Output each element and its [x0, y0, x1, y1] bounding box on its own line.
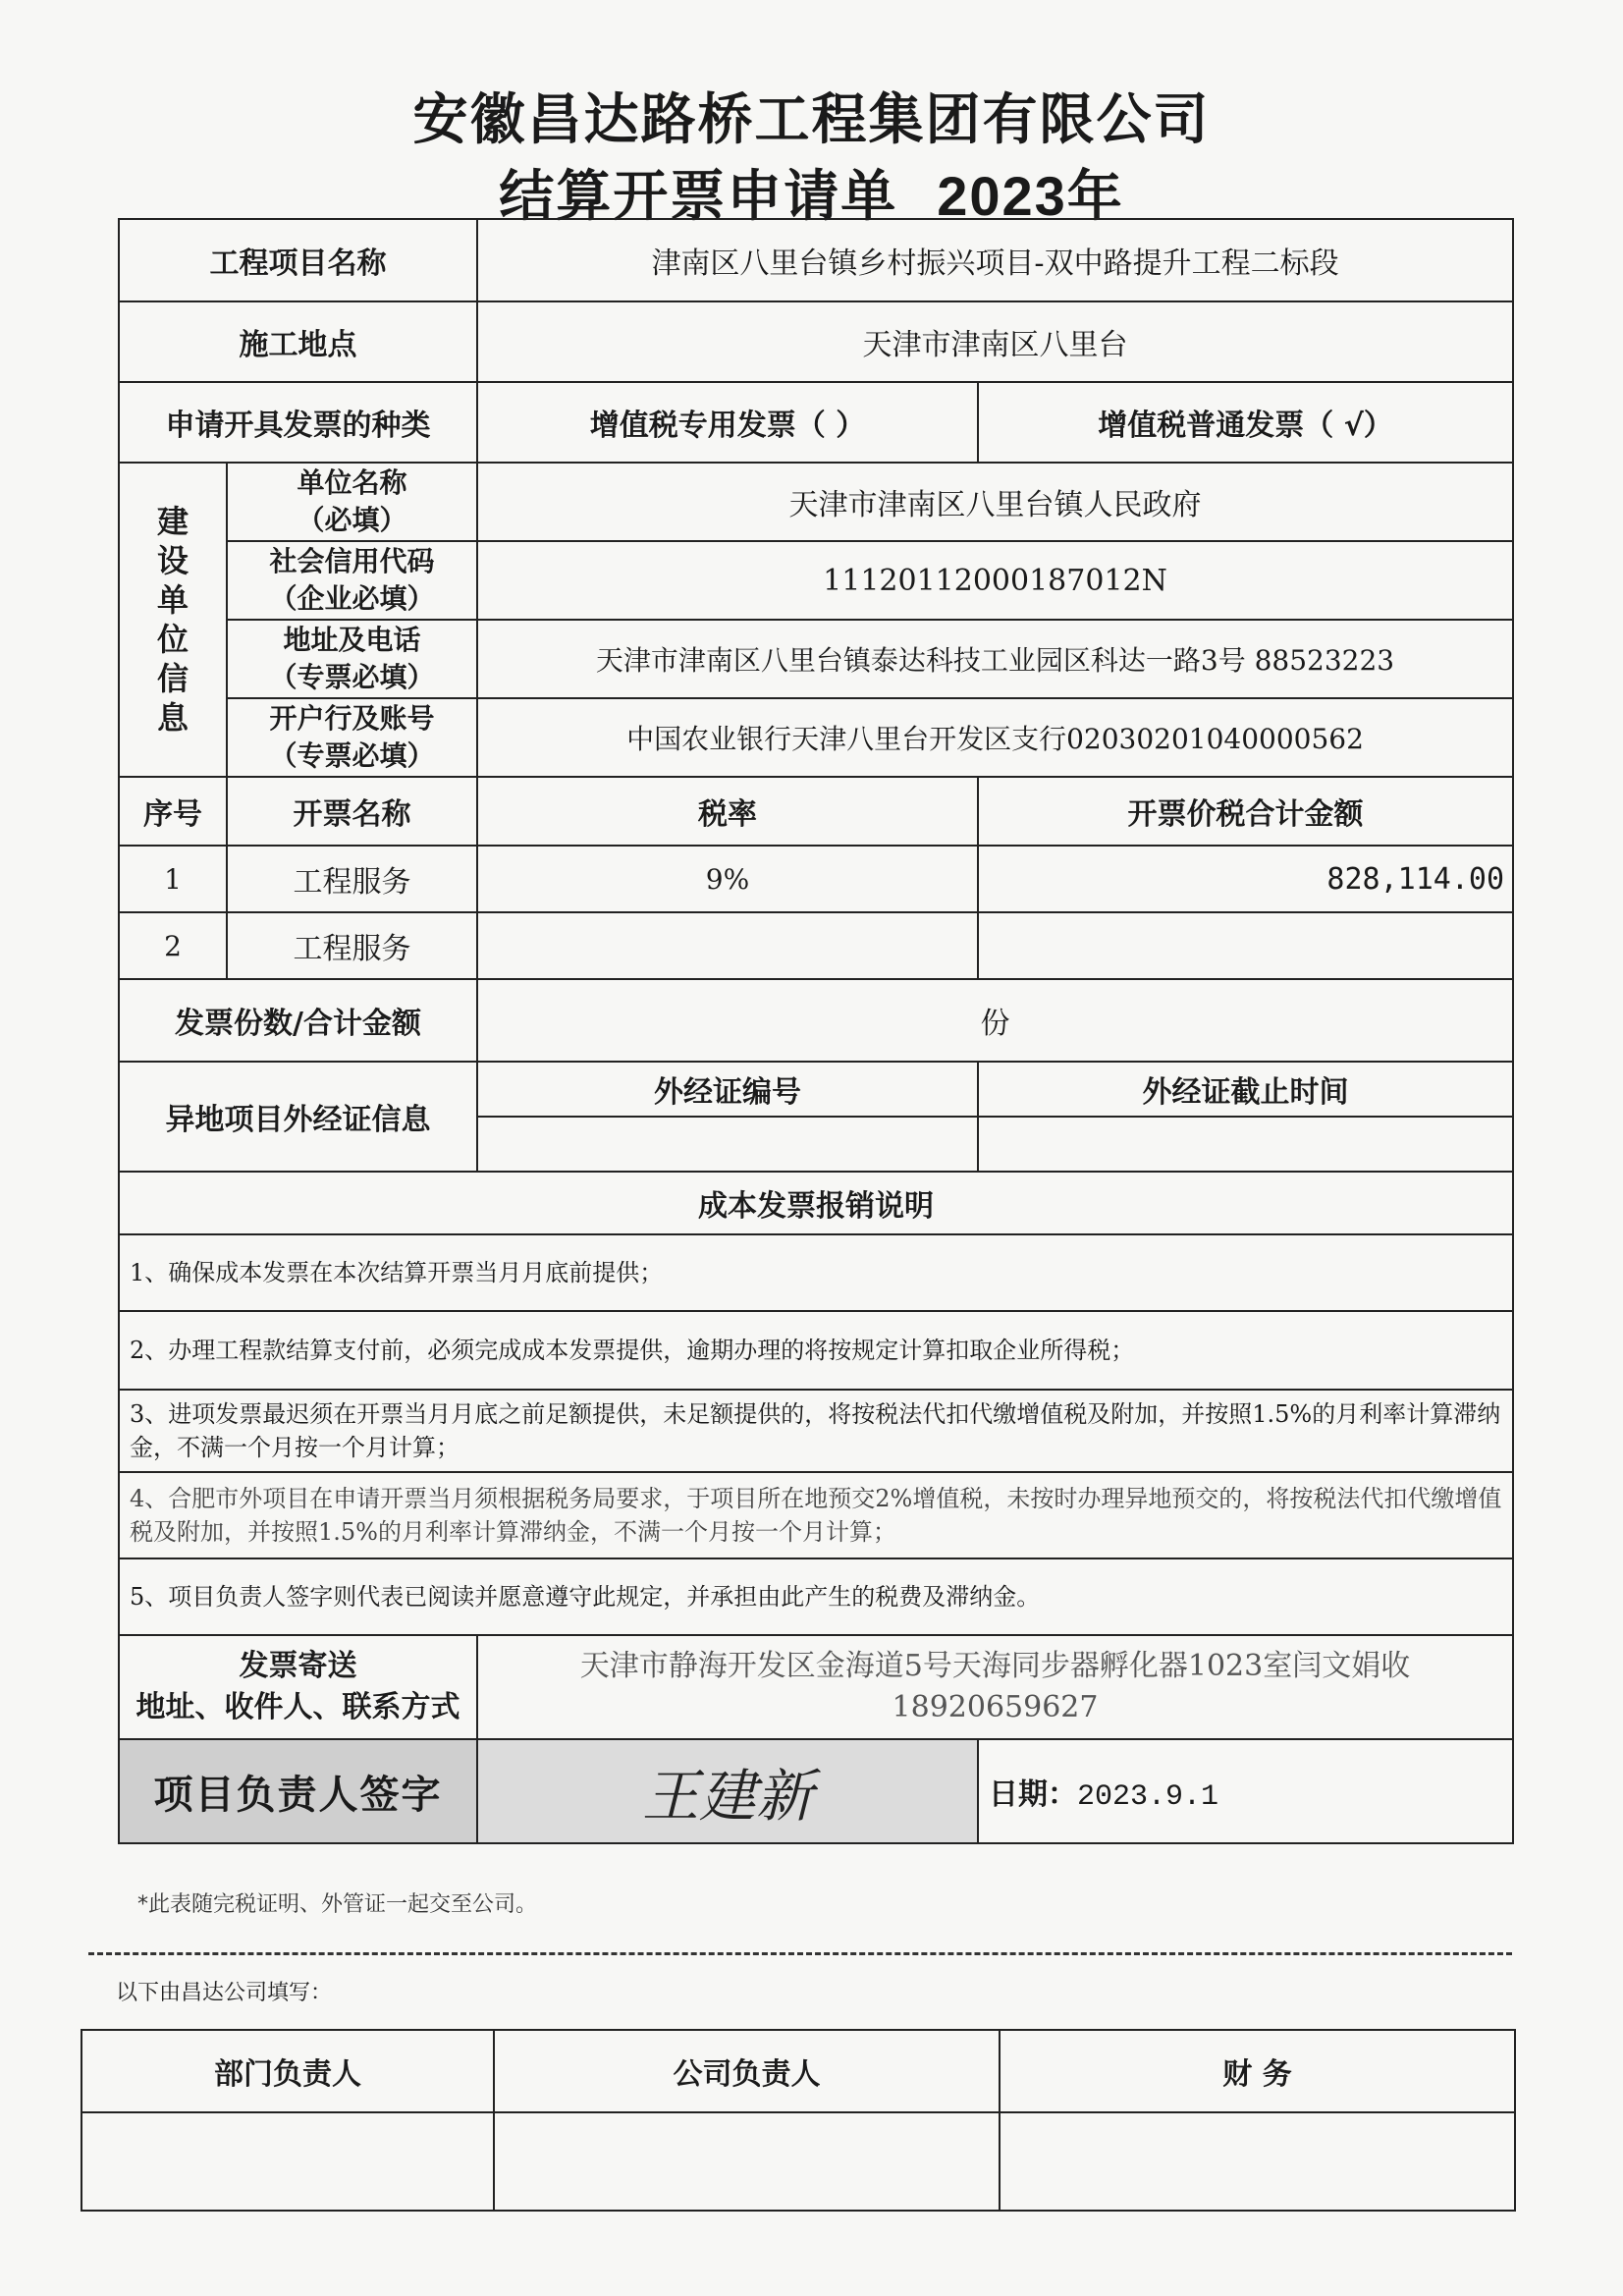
table-row: [119, 912, 1513, 979]
note-item: 2、办理工程款结算支付前，必须完成成本发票提供，逾期办理的将按规定计算扣取企业所得税；: [119, 1311, 1513, 1390]
col-header-rate: 税率: [477, 777, 978, 846]
row-label: 开户行及账号: [269, 702, 435, 735]
outside-no-header: 外经证编号: [477, 1062, 978, 1117]
item-name: 工程服务: [227, 846, 477, 912]
outside-no-value: [477, 1117, 978, 1172]
project-name-value: 津南区八里台镇乡村振兴项目-双中路提升工程二标段: [477, 219, 1513, 301]
item-no: 1: [119, 846, 227, 912]
col-header-no: 序号: [119, 777, 227, 846]
company-head-sign: [494, 2112, 1000, 2211]
cut-line: [88, 1952, 1512, 1955]
invoice-type-special: 增值税专用发票（ ）: [477, 382, 978, 463]
mailing-label: [119, 1635, 477, 1739]
outside-deadline-value: [978, 1117, 1513, 1172]
signature-date: [978, 1739, 1513, 1843]
item-rate: [477, 912, 978, 979]
item-name: 工程服务: [227, 912, 477, 979]
form-title-text: 结算开票申请单: [499, 165, 898, 229]
bank-account-value: 中国农业银行天津八里台开发区支行02030201040000562: [477, 698, 1513, 777]
dept-head-sign: [81, 2112, 494, 2211]
invoice-application-table: [118, 218, 1514, 1844]
item-amount: [978, 912, 1513, 979]
builder-char: 位: [156, 621, 189, 658]
outside-info-label: 异地项目外经证信息: [119, 1062, 477, 1172]
row-label: 单位名称: [297, 466, 407, 499]
invoice-type-general: 增值税普通发票（ √）: [978, 382, 1513, 463]
builder-char: 息: [156, 699, 189, 737]
builder-char: 设: [156, 542, 189, 579]
col-header-name: 开票名称: [227, 777, 477, 846]
finance-label: 财 务: [1000, 2030, 1515, 2112]
dept-head-label: 部门负责人: [81, 2030, 494, 2112]
unit-name-label: [227, 463, 477, 541]
note-item: 4、合肥市外项目在申请开票当月须根据税务局要求，于项目所在地预交2%增值税，未按时办理异地预交的，将按税法代扣代缴增值税及附加，并按照1.5%的月利率计算滞纳金，不满一个月按一个月计算；: [119, 1472, 1513, 1558]
row-sublabel: （企业必填）: [269, 582, 435, 615]
location-label: 施工地点: [119, 301, 477, 382]
location-value: 天津市津南区八里台: [477, 301, 1513, 382]
company-approval-table: [81, 2029, 1516, 2212]
company-section-note: 以下由昌达公司填写：: [116, 1981, 333, 2005]
form-year: 2023年: [937, 165, 1124, 227]
invoice-type-label: 申请开具发票的种类: [119, 382, 477, 463]
mailing-phone: 18920659627: [892, 1690, 1099, 1724]
notes-title: 成本发票报销说明: [119, 1172, 1513, 1234]
footnote: *此表随完税证明、外管证一起交至公司。: [137, 1892, 538, 1917]
summary-label: 发票份数/合计金额: [119, 979, 477, 1062]
project-name-label: 工程项目名称: [119, 219, 477, 301]
row-sublabel: （必填）: [297, 504, 407, 536]
item-no: 2: [119, 912, 227, 979]
address-phone-label: [227, 620, 477, 698]
unit-name-value: 天津市津南区八里台镇人民政府: [477, 463, 1513, 541]
row-sublabel: （专票必填）: [269, 661, 435, 693]
note-item: 3、进项发票最迟须在开票当月月底之前足额提供，未足额提供的，将按税法代扣代缴增值税及附加，并按照1.5%的月利率计算滞纳金，不满一个月按一个月计算；: [119, 1390, 1513, 1472]
summary-count-unit: 份: [477, 979, 1513, 1062]
row-sublabel: （专票必填）: [269, 739, 435, 772]
table-row: [119, 846, 1513, 912]
item-amount: 828,114.00: [978, 846, 1513, 912]
note-item: 1、确保成本发票在本次结算开票当月月底前提供；: [119, 1234, 1513, 1311]
col-header-amount: 开票价税合计金额: [978, 777, 1513, 846]
mailing-label-line1: 发票寄送: [239, 1649, 357, 1683]
builder-info-label: [119, 463, 227, 777]
date-value: 2023.9.1: [1077, 1779, 1219, 1814]
signature-handwritten: 王建新: [477, 1739, 978, 1843]
builder-char: 信: [156, 660, 189, 697]
outside-deadline-header: 外经证截止时间: [978, 1062, 1513, 1117]
credit-code-value: 11120112000187012N: [477, 541, 1513, 620]
row-label: 社会信用代码: [269, 545, 435, 577]
builder-char: 建: [156, 503, 189, 540]
bank-account-label: [227, 698, 477, 777]
builder-char: 单: [156, 581, 189, 619]
finance-sign: [1000, 2112, 1515, 2211]
company-head-label: 公司负责人: [494, 2030, 1000, 2112]
address-phone-value: 天津市津南区八里台镇泰达科技工业园区科达一路3号 88523223: [477, 620, 1513, 698]
mailing-value: [477, 1635, 1513, 1739]
credit-code-label: [227, 541, 477, 620]
row-label: 地址及电话: [283, 624, 421, 656]
date-label: 日期：: [989, 1777, 1077, 1812]
mailing-address: 天津市静海开发区金海道5号天海同步器孵化器1023室闫文娟收: [579, 1649, 1411, 1683]
note-item: 5、项目负责人签字则代表已阅读并愿意遵守此规定，并承担由此产生的税费及滞纳金。: [119, 1558, 1513, 1635]
mailing-label-line2: 地址、收件人、联系方式: [135, 1690, 460, 1724]
signature-label: 项目负责人签字: [119, 1739, 477, 1843]
company-title: 安徽昌达路桥工程集团有限公司: [412, 88, 1211, 152]
item-rate: 9%: [477, 846, 978, 912]
